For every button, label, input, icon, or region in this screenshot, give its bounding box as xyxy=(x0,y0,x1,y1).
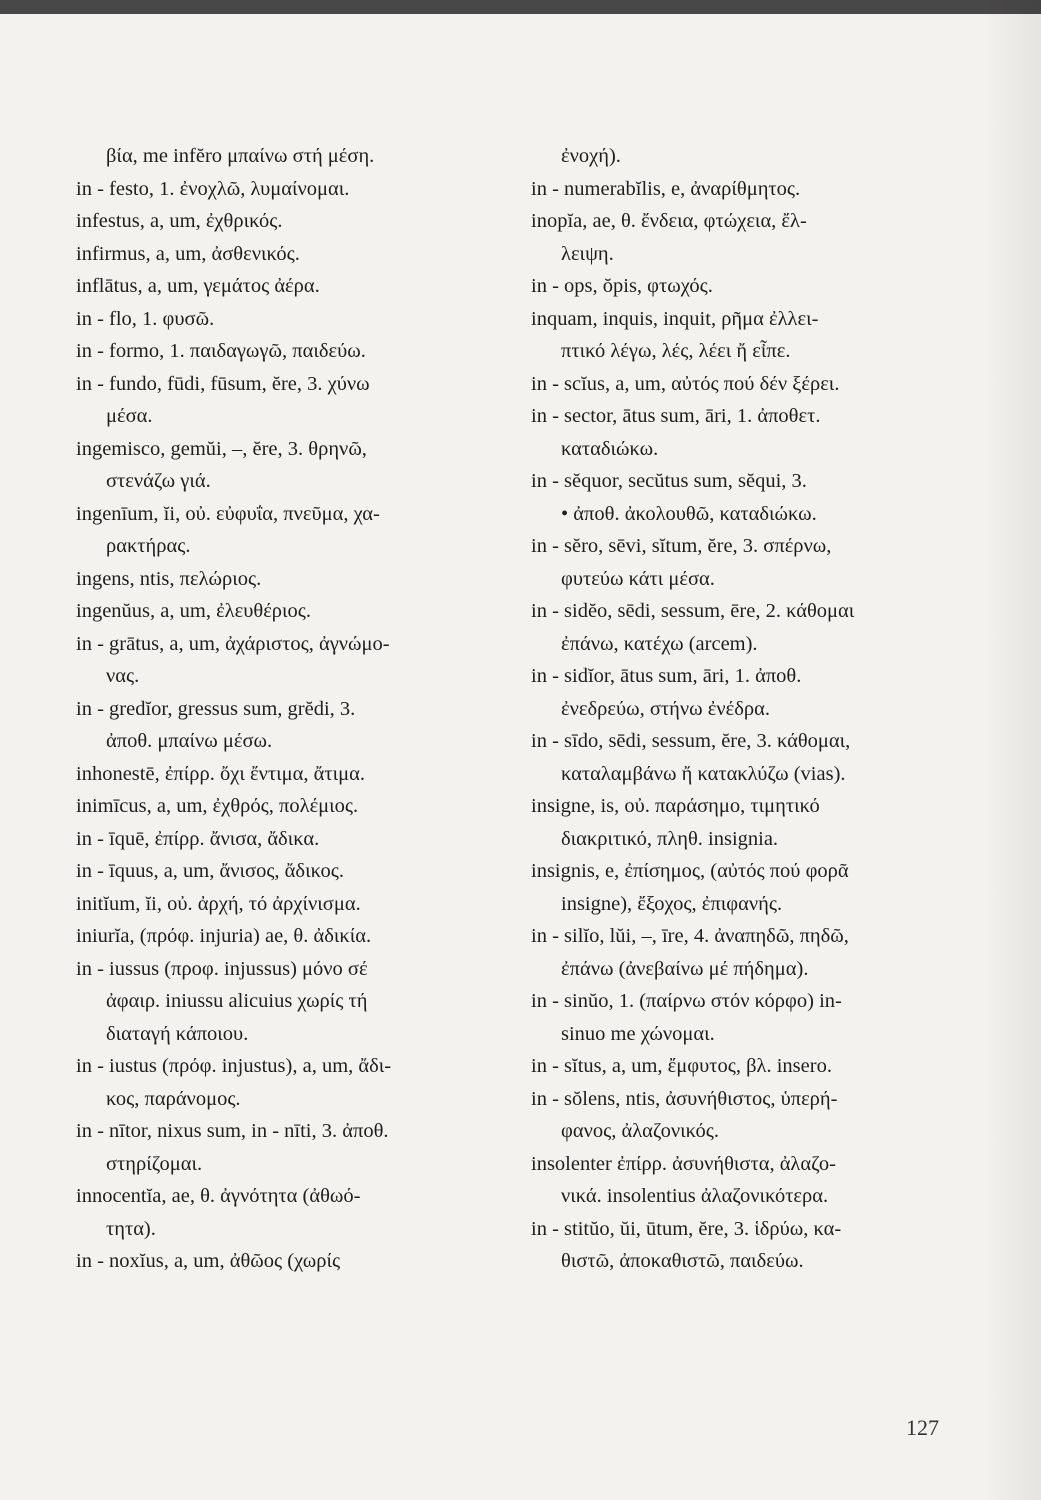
dictionary-line: in - īquus, a, um, ἄνισος, ἄδικος. xyxy=(76,860,344,882)
dictionary-line: κος, παράνομος. xyxy=(106,1087,241,1110)
dictionary-line: φυτεύω κάτι μέσα. xyxy=(561,567,715,590)
dictionary-line: in - sĕro, sēvi, sĭtum, ĕre, 3. σπέρνω, xyxy=(531,535,832,557)
dictionary-line: φανος, ἀλαζονικός. xyxy=(561,1120,720,1142)
dictionary-line: ingens, ntis, πελώριος. xyxy=(76,567,262,590)
dictionary-line: in - sĭtus, a, um, ἔμφυτος, βλ. insero. xyxy=(531,1055,832,1077)
scan-edge-bar xyxy=(0,0,1041,14)
dictionary-line: ἐνοχή). xyxy=(561,145,621,167)
dictionary-line: sinuo me χώνομαι. xyxy=(561,1022,715,1045)
dictionary-line: στηρίζομαι. xyxy=(106,1152,203,1175)
dictionary-line: inflātus, a, um, γεμάτος ἀέρα. xyxy=(76,275,320,297)
dictionary-line: ἐπάνω, κατέχω (arcem). xyxy=(561,632,758,655)
dictionary-line: ρακτήρας. xyxy=(106,535,191,557)
dictionary-line: in - nītor, nixus sum, in - nīti, 3. ἀποθ. xyxy=(76,1120,389,1142)
dictionary-line: in - noxĭus, a, um, ἀθῶος (χωρίς xyxy=(76,1250,341,1272)
dictionary-line: ἀφαιρ. iniussu alicuius χωρίς τή xyxy=(106,990,368,1012)
dictionary-line: καταλαμβάνω ἤ κατακλύζω (vias). xyxy=(561,762,846,785)
dictionary-line: διαταγή κάποιου. xyxy=(106,1022,249,1045)
page-shadow xyxy=(981,0,1041,1500)
dictionary-line: in - sŏlens, ntis, ἀσυνήθιστος, ὑπερή- xyxy=(531,1087,838,1110)
dictionary-line: ἐνεδρεύω, στήνω ἐνέδρα. xyxy=(561,697,771,720)
dictionary-line: πτικό λέγω, λές, λέει ἤ εἶπε. xyxy=(561,340,791,362)
dictionary-line: in - grātus, a, um, ἀχάριστος, ἀγνώμο- xyxy=(76,632,390,655)
dictionary-line: ingemisco, gemŭi, –, ĕre, 3. θρηνῶ, xyxy=(76,437,367,460)
dictionary-line: in - sidĕo, sēdi, sessum, ēre, 2. κάθομαι xyxy=(531,600,855,622)
dictionary-line: • ἀποθ. ἀκολουθῶ, καταδιώκω. xyxy=(561,502,817,525)
dictionary-line: in - gredĭor, gressus sum, grĕdi, 3. xyxy=(76,697,356,720)
page-number: 127 xyxy=(906,1415,939,1440)
dictionary-line: θιστῶ, ἀποκαθιστῶ, παιδεύω. xyxy=(561,1250,804,1272)
dictionary-line: inhonestē, ἐπίρρ. ὄχι ἔντιμα, ἄτιμα. xyxy=(76,762,365,785)
dictionary-line: ἀποθ. μπαίνω μέσω. xyxy=(106,730,273,752)
dictionary-line: βία, me infĕro μπαίνω στή μέση. xyxy=(106,145,375,167)
dictionary-line: insolenter ἐπίρρ. ἀσυνήθιστα, ἀλαζο- xyxy=(531,1152,836,1175)
dictionary-line: στενάζω γιά. xyxy=(106,470,211,492)
dictionary-line: ἐπάνω (ἀνεβαίνω μέ πήδημα). xyxy=(561,957,809,980)
dictionary-line: in - sīdo, sēdi, sessum, ĕre, 3. κάθομαι, xyxy=(531,730,851,752)
dictionary-line: in - fundo, fūdi, fūsum, ĕre, 3. χύνω xyxy=(76,372,370,395)
dictionary-line: in - silĭo, lŭi, –, īre, 4. ἀναπηδῶ, πηδῶ, xyxy=(531,925,849,947)
dictionary-line: in - īquē, ἐπίρρ. ἄνισα, ἄδικα. xyxy=(76,827,320,850)
dictionary-line: διακριτικό, πληθ. insignia. xyxy=(561,827,779,850)
dictionary-line: insigne, is, οὐ. παράσημο, τιμητικό xyxy=(531,795,820,817)
dictionary-line: insigne), ἔξοχος, ἐπιφανής. xyxy=(561,892,783,915)
dictionary-line: in - numerabĭlis, e, ἀναρίθμητος. xyxy=(531,177,801,200)
dictionary-line: in - flo, 1. φυσῶ. xyxy=(76,307,215,330)
right-column xyxy=(531,140,976,1278)
dictionary-line: νικά. insolentius ἀλαζονικότερα. xyxy=(561,1185,829,1207)
dictionary-line: in - sinŭo, 1. (παίρνω στόν κόρφο) in- xyxy=(531,990,842,1012)
dictionary-line: νας. xyxy=(106,665,140,687)
dictionary-line: καταδιώκω. xyxy=(561,437,659,460)
dictionary-line: inopĭa, ae, θ. ἔνδεια, φτώχεια, ἔλ- xyxy=(531,210,807,232)
dictionary-line: in - ops, ŏpis, φτωχός. xyxy=(531,275,713,297)
dictionary-line: ingenīum, ĭi, οὐ. εὐφυΐα, πνεῦμα, χα- xyxy=(76,502,380,525)
dictionary-line: λειψη. xyxy=(561,242,614,265)
dictionary-line: ingenŭus, a, um, ἐλευθέριος. xyxy=(76,600,312,622)
dictionary-line: in - sector, ātus sum, āri, 1. ἀποθετ. xyxy=(531,405,821,427)
dictionary-line: τητα). xyxy=(106,1217,156,1240)
dictionary-line: iniurĭa, (πρόφ. injuria) ae, θ. ἀδικία. xyxy=(76,925,372,947)
dictionary-line: in - scĭus, a, um, αὐτός πού δέν ξέρει. xyxy=(531,372,840,395)
dictionary-line: initĭum, ĭi, οὐ. ἀρχή, τό ἀρχίνισμα. xyxy=(76,892,361,915)
dictionary-line: in - festo, 1. ἐνοχλῶ, λυμαίνομαι. xyxy=(76,177,350,200)
dictionary-line: infirmus, a, um, ἀσθενικός. xyxy=(76,242,300,265)
dictionary-line: inquam, inquis, inquit, ρῆμα ἐλλει- xyxy=(531,307,819,330)
dictionary-line: infestus, a, um, ἐχθρικός. xyxy=(76,210,283,232)
dictionary-line: in - iussus (προφ. injussus) μόνο σέ xyxy=(76,957,368,980)
dictionary-line: insignis, e, ἐπίσημος, (αὐτός πού φορᾶ xyxy=(531,860,849,882)
dictionary-line: in - sĕquor, secŭtus sum, sĕqui, 3. xyxy=(531,470,807,492)
left-column xyxy=(76,140,516,1278)
dictionary-line: in - sidĭor, ātus sum, āri, 1. ἀποθ. xyxy=(531,665,802,687)
dictionary-line: μέσα. xyxy=(106,405,153,427)
dictionary-line: in - formo, 1. παιδαγωγῶ, παιδεύω. xyxy=(76,340,366,362)
dictionary-line: inimīcus, a, um, ἐχθρός, πολέμιος. xyxy=(76,795,359,817)
dictionary-line: in - iustus (πρόφ. injustus), a, um, ἄδι- xyxy=(76,1055,392,1077)
dictionary-line: innocentĭa, ae, θ. ἀγνότητα (ἀθωό- xyxy=(76,1185,361,1207)
dictionary-line: in - stitŭo, ŭi, ūtum, ĕre, 3. ἱδρύω, κα- xyxy=(531,1217,842,1240)
